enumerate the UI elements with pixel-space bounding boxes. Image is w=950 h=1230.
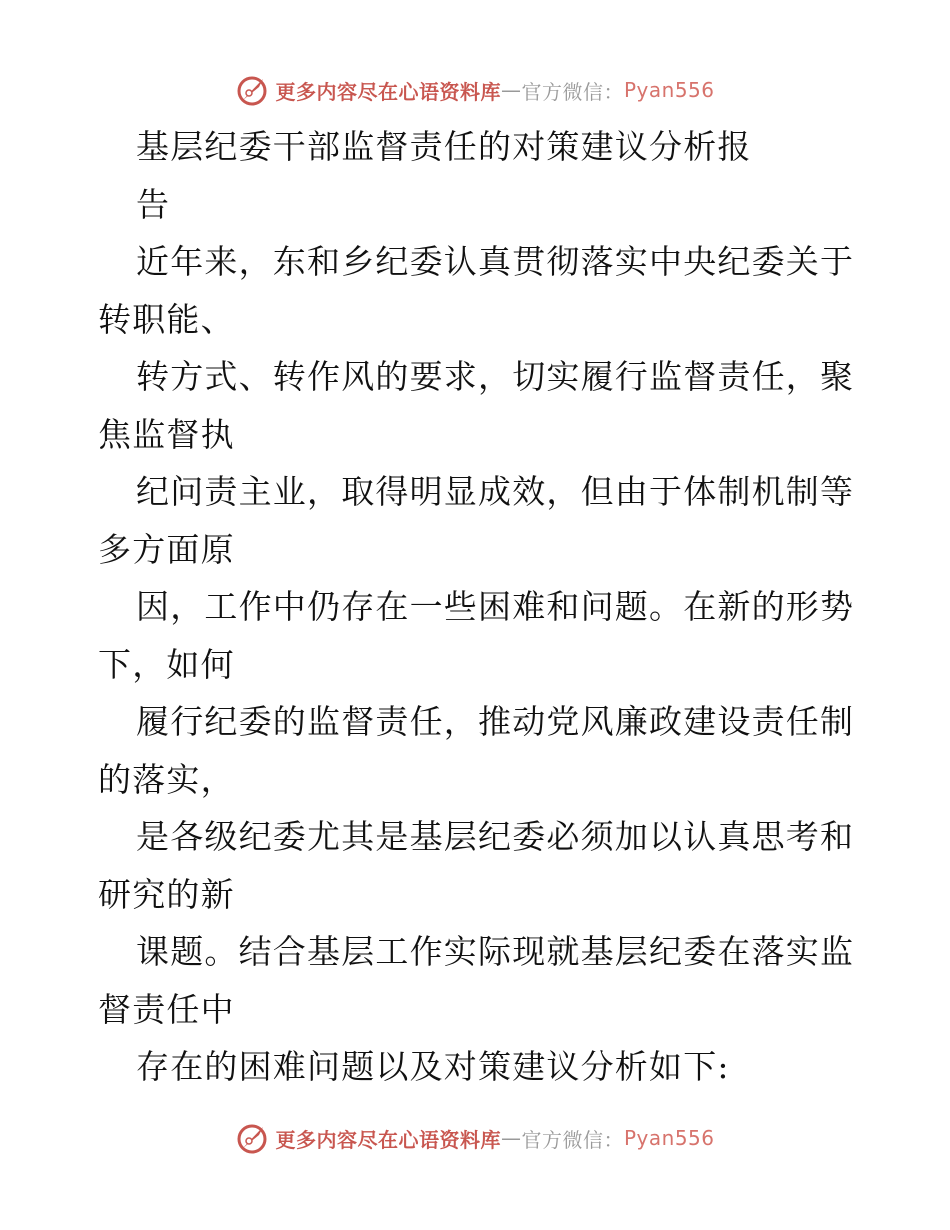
text-line: 基层纪委干部监督责任的对策建议分析报 <box>136 127 752 166</box>
watermark-footer <box>0 1118 950 1158</box>
text-line: 纪问责主业，取得明显成效，但由于体制机制等 <box>136 472 855 511</box>
text-line: 告 <box>136 184 171 224</box>
watermark-dash: — <box>500 1126 522 1150</box>
watermark-header <box>0 70 950 110</box>
text-line: 研究的新 <box>98 874 235 914</box>
watermark-sub-text: 官方微信： <box>521 79 624 104</box>
text-line: 的落实， <box>98 759 235 799</box>
text-line: 多方面原 <box>98 529 235 569</box>
text-line: 是各级纪委尤其是基层纪委必须加以认真思考和 <box>136 817 855 856</box>
watermark-brand-text: Pyan556 <box>623 1126 715 1150</box>
watermark-sub-text: 官方微信： <box>521 1127 624 1152</box>
watermark-main-text: 更多内容尽在心语资料库 <box>275 1127 501 1152</box>
text-line: 履行纪委的监督责任，推动党风廉政建设责任制 <box>136 702 855 741</box>
text-line: 课题。结合基层工作实际现就基层纪委在落实监 <box>136 932 855 971</box>
text-line: 转职能、 <box>98 299 235 339</box>
text-line: 存在的困难问题以及对策建议分析如下: <box>136 1047 730 1086</box>
text-line: 近年来，东和乡纪委认真贯彻落实中央纪委关于 <box>136 242 855 281</box>
text-line: 下，如何 <box>98 644 235 684</box>
text-line: 督责任中 <box>98 989 235 1029</box>
text-line: 因，工作中仍存在一些困难和问题。在新的形势 <box>136 587 855 626</box>
quill-logo-icon <box>235 73 269 107</box>
watermark-dash: — <box>500 78 522 102</box>
quill-logo-icon <box>235 1121 269 1155</box>
text-line: 焦监督执 <box>98 414 235 454</box>
document-body <box>98 118 858 1096</box>
watermark-main-text: 更多内容尽在心语资料库 <box>275 79 501 104</box>
watermark-brand-text: Pyan556 <box>623 78 715 102</box>
text-line: 转方式、转作风的要求，切实履行监督责任，聚 <box>136 357 855 396</box>
